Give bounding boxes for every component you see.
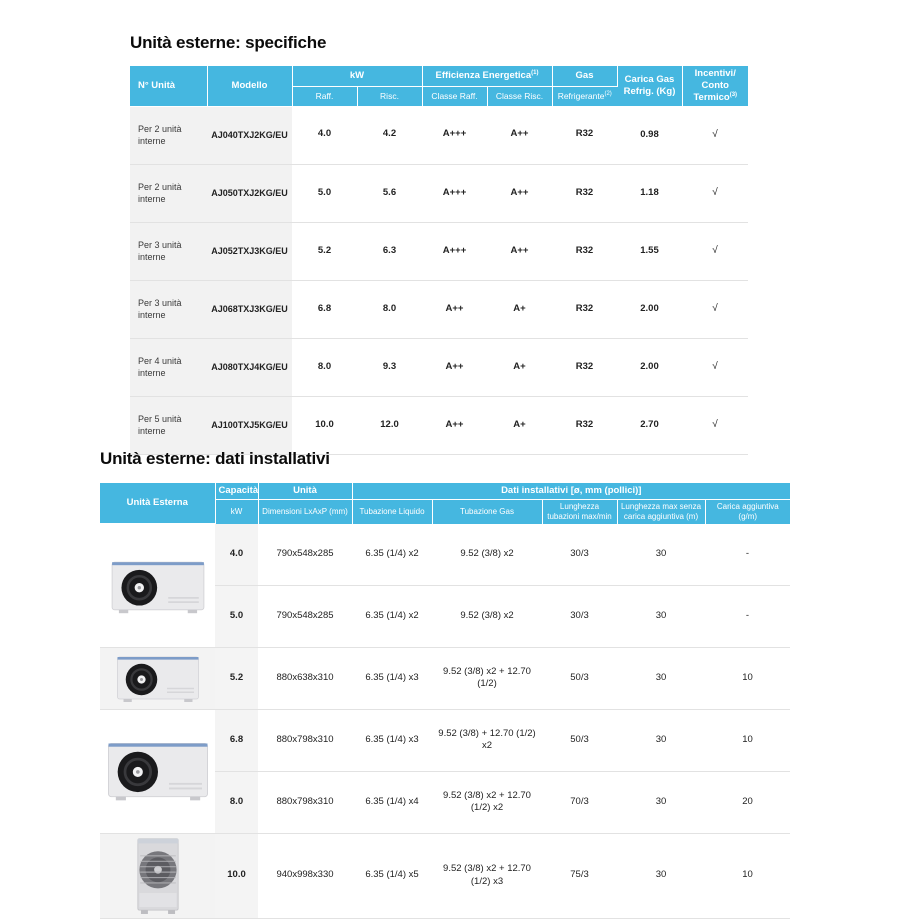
header-unita: Unità bbox=[258, 483, 352, 499]
header-incentivi bbox=[682, 66, 748, 106]
header-carica-line1: Carica Gas bbox=[624, 73, 675, 85]
cell-tubazione-gas: 9.52 (3/8) x2 + 12.70 (1/2) x2 bbox=[432, 771, 542, 833]
cell-risc: 8.0 bbox=[357, 280, 422, 338]
cell-carica: 1.18 bbox=[617, 164, 682, 222]
cell-carica-aggiuntiva: 10 bbox=[705, 647, 790, 709]
cell-lunghezza-max: 30 bbox=[617, 771, 705, 833]
cell-tubazione-liquido: 6.35 (1/4) x3 bbox=[352, 647, 432, 709]
cell-tubazione-gas: 9.52 (3/8) x2 + 12.70 (1/2) x3 bbox=[432, 833, 542, 918]
cell-modello: AJ068TXJ3KG/EU bbox=[207, 280, 292, 338]
outdoor-unit-image bbox=[100, 524, 215, 648]
checkmark: √ bbox=[682, 338, 748, 396]
cell-tubazione-gas: 9.52 (3/8) x2 bbox=[432, 524, 542, 586]
cell-modello: AJ050TXJ2KG/EU bbox=[207, 164, 292, 222]
subheader-tubazione-gas: Tubazione Gas bbox=[432, 499, 542, 524]
cell-n-unita: Per 5 unità interne bbox=[130, 396, 207, 454]
outdoor-unit-image bbox=[100, 833, 215, 918]
outdoor-unit-image bbox=[100, 647, 215, 709]
specs-table bbox=[130, 66, 748, 455]
cell-carica: 2.00 bbox=[617, 338, 682, 396]
cell-carica: 2.70 bbox=[617, 396, 682, 454]
subheader-risc: Risc. bbox=[357, 87, 422, 106]
cell-tubazione-liquido: 6.35 (1/4) x4 bbox=[352, 771, 432, 833]
cell-classe-risc: A+ bbox=[487, 280, 552, 338]
outdoor-unit-image bbox=[100, 709, 215, 833]
outdoor-unit-photo-tall bbox=[100, 834, 215, 918]
cell-dimensioni: 790x548x285 bbox=[258, 524, 352, 586]
cell-risc: 5.6 bbox=[357, 164, 422, 222]
cell-gas: R32 bbox=[552, 106, 617, 164]
table-row bbox=[100, 647, 790, 709]
cell-classe-raff: A++ bbox=[422, 280, 487, 338]
table-row bbox=[130, 164, 748, 222]
cell-modello: AJ040TXJ2KG/EU bbox=[207, 106, 292, 164]
table-row bbox=[130, 396, 748, 454]
header-unita-esterna: Unità Esterna bbox=[100, 483, 215, 524]
cell-gas: R32 bbox=[552, 280, 617, 338]
table-row bbox=[100, 709, 790, 771]
cell-carica: 0.98 bbox=[617, 106, 682, 164]
cell-carica: 2.00 bbox=[617, 280, 682, 338]
cell-raff: 5.0 bbox=[292, 164, 357, 222]
cell-dimensioni: 880x798x310 bbox=[258, 771, 352, 833]
header-dati-installativi-group: Dati installativi [ø, mm (pollici)] bbox=[352, 483, 790, 499]
subheader-kw: kW bbox=[215, 499, 258, 524]
cell-n-unita: Per 3 unità interne bbox=[130, 222, 207, 280]
cell-classe-risc: A++ bbox=[487, 164, 552, 222]
subheader-lunghezza-tubazioni: Lunghezza tubazioni max/min bbox=[542, 499, 617, 524]
cell-lunghezza-max: 30 bbox=[617, 709, 705, 771]
header-efficienza-label: Efficienza Energetica bbox=[435, 70, 532, 82]
cell-capacita: 5.2 bbox=[215, 647, 258, 709]
cell-tubazione-liquido: 6.35 (1/4) x2 bbox=[352, 524, 432, 586]
cell-gas: R32 bbox=[552, 396, 617, 454]
cell-dimensioni: 940x998x330 bbox=[258, 833, 352, 918]
cell-classe-raff: A+++ bbox=[422, 222, 487, 280]
cell-lunghezza-tubazioni: 30/3 bbox=[542, 585, 617, 647]
table-row bbox=[130, 222, 748, 280]
checkmark: √ bbox=[682, 106, 748, 164]
subheader-refrigerante bbox=[552, 87, 617, 106]
outdoor-unit-photo-large bbox=[100, 710, 215, 833]
cell-lunghezza-max: 30 bbox=[617, 647, 705, 709]
footnote-marker: (2) bbox=[604, 91, 612, 98]
cell-lunghezza-tubazioni: 30/3 bbox=[542, 524, 617, 586]
cell-n-unita: Per 3 unità interne bbox=[130, 280, 207, 338]
cell-dimensioni: 880x638x310 bbox=[258, 647, 352, 709]
header-n-unita: N° Unità bbox=[130, 66, 207, 106]
install-table-header bbox=[100, 483, 790, 524]
install-table bbox=[100, 483, 790, 919]
cell-carica-aggiuntiva: - bbox=[705, 585, 790, 647]
subheader-tubazione-liquido: Tubazione Liquido bbox=[352, 499, 432, 524]
cell-classe-risc: A++ bbox=[487, 106, 552, 164]
cell-lunghezza-tubazioni: 50/3 bbox=[542, 647, 617, 709]
cell-raff: 4.0 bbox=[292, 106, 357, 164]
checkmark: √ bbox=[682, 164, 748, 222]
cell-capacita: 5.0 bbox=[215, 585, 258, 647]
checkmark: √ bbox=[682, 396, 748, 454]
header-carica-gas bbox=[617, 66, 682, 106]
footnote-marker: (3) bbox=[729, 91, 738, 98]
header-kw-group: kW bbox=[292, 66, 422, 87]
cell-modello: AJ052TXJ3KG/EU bbox=[207, 222, 292, 280]
header-carica-line2: Refrig. (Kg) bbox=[623, 85, 676, 97]
cell-carica-aggiuntiva: 10 bbox=[705, 709, 790, 771]
cell-classe-risc: A+ bbox=[487, 396, 552, 454]
subheader-lunghezza-max: Lunghezza max senza carica aggiuntiva (m) bbox=[617, 499, 705, 524]
outdoor-unit-icon bbox=[113, 650, 203, 706]
table-row bbox=[130, 338, 748, 396]
cell-carica: 1.55 bbox=[617, 222, 682, 280]
cell-raff: 6.8 bbox=[292, 280, 357, 338]
cell-lunghezza-max: 30 bbox=[617, 524, 705, 586]
cell-capacita: 8.0 bbox=[215, 771, 258, 833]
cell-lunghezza-tubazioni: 70/3 bbox=[542, 771, 617, 833]
cell-tubazione-gas: 9.52 (3/8) + 12.70 (1/2) x2 bbox=[432, 709, 542, 771]
cell-lunghezza-max: 30 bbox=[617, 833, 705, 918]
cell-classe-raff: A+++ bbox=[422, 164, 487, 222]
cell-capacita: 4.0 bbox=[215, 524, 258, 586]
cell-modello: AJ080TXJ4KG/EU bbox=[207, 338, 292, 396]
cell-risc: 9.3 bbox=[357, 338, 422, 396]
header-incentivi-line2: Conto Termico bbox=[693, 79, 730, 103]
cell-lunghezza-tubazioni: 50/3 bbox=[542, 709, 617, 771]
subheader-classe-risc: Classe Risc. bbox=[487, 87, 552, 106]
subheader-dimensioni: Dimensioni LxAxP (mm) bbox=[258, 499, 352, 524]
subheader-carica-aggiuntiva: Carica aggiuntiva (g/m) bbox=[705, 499, 790, 524]
outdoor-unit-icon bbox=[103, 737, 213, 805]
subheader-classe-raff: Classe Raff. bbox=[422, 87, 487, 106]
cell-tubazione-liquido: 6.35 (1/4) x5 bbox=[352, 833, 432, 918]
cell-tubazione-gas: 9.52 (3/8) x2 + 12.70 (1/2) bbox=[432, 647, 542, 709]
cell-carica-aggiuntiva: 20 bbox=[705, 771, 790, 833]
subheader-raff: Raff. bbox=[292, 87, 357, 106]
cell-gas: R32 bbox=[552, 338, 617, 396]
cell-dimensioni: 880x798x310 bbox=[258, 709, 352, 771]
footnote-marker: (1) bbox=[531, 70, 539, 77]
header-gas-group: Gas bbox=[552, 66, 617, 87]
cell-classe-risc: A++ bbox=[487, 222, 552, 280]
outdoor-unit-icon bbox=[127, 834, 189, 918]
outdoor-unit-photo-small bbox=[100, 524, 215, 647]
cell-n-unita: Per 2 unità interne bbox=[130, 106, 207, 164]
header-efficienza-group bbox=[422, 66, 552, 87]
cell-carica-aggiuntiva: 10 bbox=[705, 833, 790, 918]
cell-classe-raff: A+++ bbox=[422, 106, 487, 164]
cell-raff: 8.0 bbox=[292, 338, 357, 396]
table-row bbox=[100, 833, 790, 918]
cell-capacita: 10.0 bbox=[215, 833, 258, 918]
cell-raff: 10.0 bbox=[292, 396, 357, 454]
table-row bbox=[100, 524, 790, 586]
header-incentivi-line1: Incentivi/ bbox=[694, 68, 736, 79]
specs-table-header bbox=[130, 66, 748, 106]
cell-risc: 12.0 bbox=[357, 396, 422, 454]
cell-n-unita: Per 4 unità interne bbox=[130, 338, 207, 396]
cell-carica-aggiuntiva: - bbox=[705, 524, 790, 586]
cell-n-unita: Per 2 unità interne bbox=[130, 164, 207, 222]
cell-classe-raff: A++ bbox=[422, 338, 487, 396]
cell-risc: 4.2 bbox=[357, 106, 422, 164]
install-title: Unità esterne: dati installativi bbox=[100, 449, 330, 468]
table-row bbox=[130, 280, 748, 338]
cell-tubazione-gas: 9.52 (3/8) x2 bbox=[432, 585, 542, 647]
outdoor-unit-icon bbox=[107, 555, 209, 617]
cell-raff: 5.2 bbox=[292, 222, 357, 280]
cell-lunghezza-max: 30 bbox=[617, 585, 705, 647]
cell-modello: AJ100TXJ5KG/EU bbox=[207, 396, 292, 454]
checkmark: √ bbox=[682, 280, 748, 338]
cell-lunghezza-tubazioni: 75/3 bbox=[542, 833, 617, 918]
cell-gas: R32 bbox=[552, 222, 617, 280]
subheader-refrigerante-label: Refrigerante bbox=[557, 91, 605, 102]
table-row bbox=[130, 106, 748, 164]
cell-classe-raff: A++ bbox=[422, 396, 487, 454]
cell-classe-risc: A+ bbox=[487, 338, 552, 396]
header-modello: Modello bbox=[207, 66, 292, 106]
cell-capacita: 6.8 bbox=[215, 709, 258, 771]
cell-tubazione-liquido: 6.35 (1/4) x3 bbox=[352, 709, 432, 771]
cell-risc: 6.3 bbox=[357, 222, 422, 280]
outdoor-unit-photo-medium bbox=[100, 648, 215, 709]
cell-gas: R32 bbox=[552, 164, 617, 222]
cell-tubazione-liquido: 6.35 (1/4) x2 bbox=[352, 585, 432, 647]
cell-dimensioni: 790x548x285 bbox=[258, 585, 352, 647]
specs-title: Unità esterne: specifiche bbox=[130, 33, 327, 52]
header-capacita: Capacità bbox=[215, 483, 258, 499]
checkmark: √ bbox=[682, 222, 748, 280]
